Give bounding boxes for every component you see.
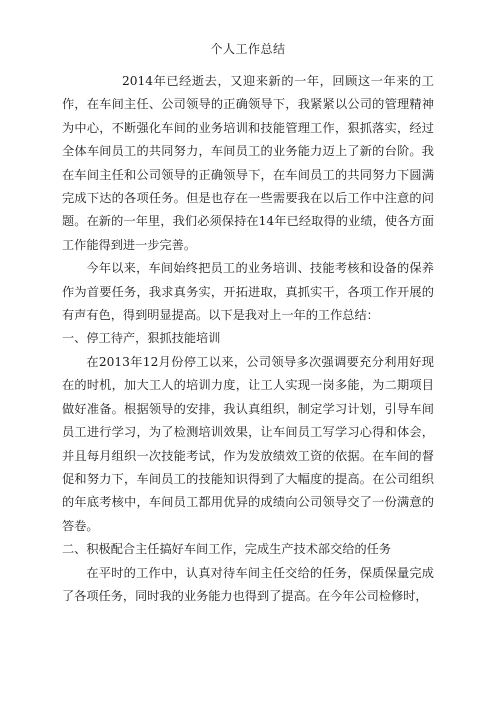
document-page bbox=[62, 40, 434, 608]
paragraph-intro: 2014年已经逝去，又迎来新的一年，回顾这一年来的工作，在车间主任、公司领导的正确领导下，我紧紧以公司的管理精神为中心，不断强化车间的业务培训和技能管理工作，狠抓落实，经过全体车间员工的共同努力，车间员工的业务能力迈上了新的台阶。我在车间主任和公司领导的正确领导下，在车间员工的共同努力下圆满完成下达的各项任务。但是也存在一些需要我在以后工作中注意的问题。在新的一年里，我们必须保持在14年已经取得的业绩，使各方面工作能得到进一步完善。 bbox=[62, 74, 434, 252]
section-heading-1: 一、停工待产，狠抓技能培训 bbox=[62, 331, 221, 346]
paragraph-cooperation: 在平时的工作中，认真对待车间主任交给的任务，保质保量完成了各项任务，同时我的业务能力也得到了提高。在今年公司检修时， bbox=[62, 565, 434, 603]
section-heading-2: 二、积极配合主任搞好车间工作，完成生产技术部交给的任务 bbox=[62, 542, 392, 557]
document-title: 个人工作总结 bbox=[210, 42, 286, 56]
paragraph-summary: 今年以来，车间始终把员工的业务培训、技能考核和设备的保养作为首要任务，我求真务实，开拓进取，真抓实干，各项工作开展的有声有色，得到明显提高。以下是我对上一年的工作总结： bbox=[62, 261, 434, 323]
paragraph-training: 在2013年12月份停工以来，公司领导多次强调要充分利用好现在的时机，加大工人的培训力度，让工人实现一岗多能，为二期项目做好准备。根据领导的安排，我认真组织，制定学习计划，引导车间员工进行学习，为了检测培训效果，让车间员工写学习心得和体会，并且每月组织一次技能考试，作为发放绩效工资的依据。在车间的督促和努力下，车间员工的技能知识得到了大幅度的提高。在公司组织的年底考核中，车间员工都用优异的成绩向公司领导交了一份满意的答卷。 bbox=[62, 354, 434, 533]
